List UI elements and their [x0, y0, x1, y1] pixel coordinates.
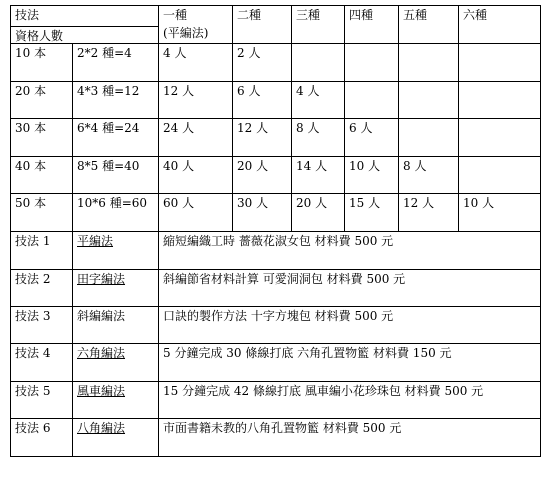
count-cell: 20 人 [233, 157, 292, 194]
col-header-3: 三種 [292, 6, 345, 44]
count-cell: 6 人 [345, 119, 399, 157]
qualification-label: 資格人數 [15, 29, 64, 43]
formula-cell: 2*2 種=4 [73, 44, 159, 82]
technique-name: 斜編編法 [77, 309, 126, 323]
diagonal-header-cell [11, 6, 159, 44]
count-cell [459, 157, 541, 194]
technique-label-cell: 技法 1 [11, 232, 73, 270]
count-cell [399, 82, 459, 119]
books-cell: 20 本 [11, 82, 73, 119]
header-row [11, 6, 541, 44]
count-cell [345, 82, 399, 119]
technique-name: 田字編法 [77, 272, 126, 286]
technique-row [11, 382, 541, 419]
technique-row [11, 344, 541, 382]
technique-row [11, 270, 541, 307]
count-cell [292, 44, 345, 82]
technique-desc-cell: 口訣的製作方法 十字方塊包 材料費 500 元 [159, 307, 541, 344]
technique-name: 六角編法 [77, 346, 126, 360]
col-header-6: 六種 [459, 6, 541, 44]
books-cell: 50 本 [11, 194, 73, 232]
technique-row [11, 232, 541, 270]
count-cell: 6 人 [233, 82, 292, 119]
technique-name-cell [73, 344, 159, 382]
technique-label-cell: 技法 3 [11, 307, 73, 344]
technique-name-cell [73, 307, 159, 344]
course-table [10, 5, 541, 457]
technique-name: 風車編法 [77, 384, 126, 398]
col-header-5: 五種 [399, 6, 459, 44]
formula-cell: 10*6 種=60 [73, 194, 159, 232]
books-cell: 30 本 [11, 119, 73, 157]
technique-name-cell [73, 382, 159, 419]
technique-row [11, 419, 541, 457]
technique-desc-cell: 15 分鐘完成 42 條線打底 風車編小花珍珠包 材料費 500 元 [159, 382, 541, 419]
technique-row [11, 307, 541, 344]
technique-label: 技法 [11, 6, 158, 27]
count-cell: 24 人 [159, 119, 233, 157]
count-cell [399, 119, 459, 157]
count-cell [459, 44, 541, 82]
count-cell: 30 人 [233, 194, 292, 232]
count-cell [459, 119, 541, 157]
technique-name-cell [73, 270, 159, 307]
technique-label-cell: 技法 5 [11, 382, 73, 419]
level-row [11, 44, 541, 82]
count-cell: 10 人 [459, 194, 541, 232]
level-row [11, 157, 541, 194]
level-row [11, 119, 541, 157]
technique-label-cell: 技法 2 [11, 270, 73, 307]
count-cell: 20 人 [292, 194, 345, 232]
level-row [11, 82, 541, 119]
count-cell: 4 人 [159, 44, 233, 82]
books-cell: 40 本 [11, 157, 73, 194]
flat-weave-sublabel: (平編法) [163, 26, 209, 40]
count-cell: 40 人 [159, 157, 233, 194]
technique-desc-cell: 縮短編織工時 薔薇花淑女包 材料費 500 元 [159, 232, 541, 270]
count-cell: 8 人 [399, 157, 459, 194]
formula-cell: 8*5 種=40 [73, 157, 159, 194]
technique-desc-cell: 5 分鐘完成 30 條線打底 六角孔置物籃 材料費 150 元 [159, 344, 541, 382]
count-cell: 15 人 [345, 194, 399, 232]
books-cell: 10 本 [11, 44, 73, 82]
formula-cell: 4*3 種=12 [73, 82, 159, 119]
technique-desc-cell: 斜編節省材料計算 可愛洞洞包 材料費 500 元 [159, 270, 541, 307]
count-cell [459, 82, 541, 119]
count-cell: 4 人 [292, 82, 345, 119]
count-cell: 12 人 [233, 119, 292, 157]
count-cell [345, 44, 399, 82]
formula-cell: 6*4 種=24 [73, 119, 159, 157]
col-header-2: 二種 [233, 6, 292, 44]
count-cell: 2 人 [233, 44, 292, 82]
technique-name-cell [73, 232, 159, 270]
technique-name: 八角編法 [77, 421, 126, 435]
technique-name-cell [73, 419, 159, 457]
col-header-1: 一種 (平編法) [159, 6, 233, 44]
count-cell: 8 人 [292, 119, 345, 157]
technique-name: 平編法 [77, 234, 114, 248]
count-cell [399, 44, 459, 82]
count-cell: 14 人 [292, 157, 345, 194]
count-cell: 12 人 [399, 194, 459, 232]
technique-desc-cell: 市面書籍未教的八角孔置物籃 材料費 500 元 [159, 419, 541, 457]
level-row [11, 194, 541, 232]
count-cell: 12 人 [159, 82, 233, 119]
technique-label-cell: 技法 4 [11, 344, 73, 382]
count-cell: 60 人 [159, 194, 233, 232]
col-header-4: 四種 [345, 6, 399, 44]
count-cell: 10 人 [345, 157, 399, 194]
technique-label-cell: 技法 6 [11, 419, 73, 457]
